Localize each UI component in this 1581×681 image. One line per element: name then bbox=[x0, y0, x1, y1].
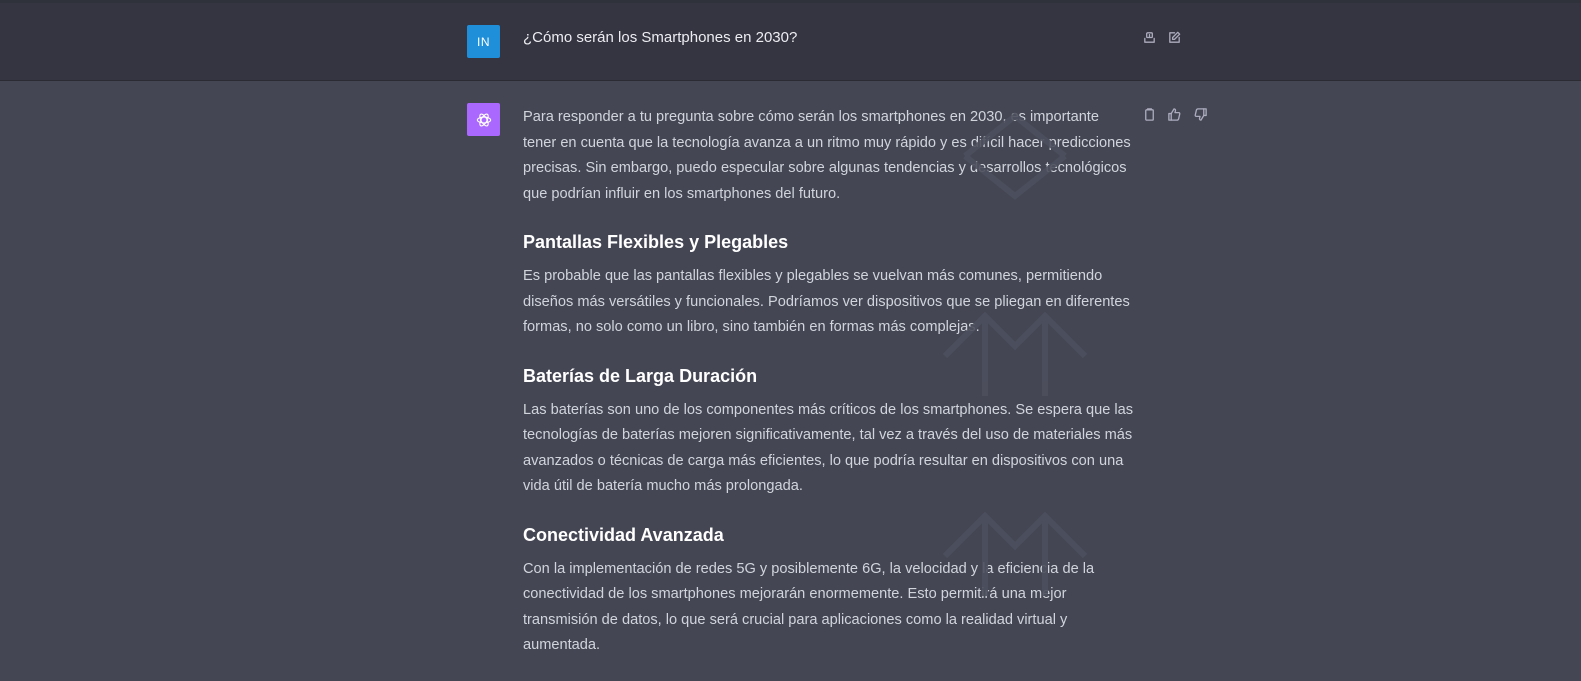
openai-logo-icon bbox=[474, 110, 494, 130]
section-paragraph: Con la implementación de redes 5G y posiblemente 6G, la velocidad y la eficiencia de la conectividad de los smartphones mejorarán enormemente. Esto permitirá una mejor transmisión de datos, lo que será crucial para aplicaciones como la realidad virtual y aumentada. bbox=[523, 560, 1095, 653]
user-avatar: IN bbox=[467, 25, 500, 58]
user-message-text: ¿Cómo serán los Smartphones en 2030? bbox=[523, 29, 798, 46]
section-paragraph: Es probable que las pantallas flexibles y plegables se vuelvan más comunes, permitiendo diseños más versátiles y funcionales. Podríamos ver dispositivos que se pliegan en diferentes formas, no solo como un libro, sino también en formas más complejas. bbox=[523, 268, 1130, 335]
section-paragraph: Las baterías son uno de los componentes más críticos de los smartphones. Se espera que las tecnologías de baterías mejoren significativamente, tal vez a través del uso de materiales más avanzados o técnicas de carga más eficientes, lo que podría resultar en dispositivos con una vida útil de batería mucho más prolongada. bbox=[523, 401, 1134, 494]
edit-icon[interactable] bbox=[1166, 29, 1182, 45]
section-heading: Baterías de Larga Duración bbox=[523, 365, 758, 386]
section-heading: Conectividad Avanzada bbox=[523, 524, 724, 545]
thumbs-down-icon[interactable] bbox=[1192, 106, 1208, 122]
save-icon[interactable] bbox=[1141, 29, 1157, 45]
copy-icon[interactable] bbox=[1141, 106, 1157, 122]
assistant-avatar bbox=[467, 103, 500, 136]
assistant-message-content bbox=[523, 105, 1135, 659]
intro-paragraph: Para responder a tu pregunta sobre cómo serán los smartphones en 2030, es importante tener en cuenta que la tecnología avanza a un ritmo muy rápido y es difícil hacer predicciones precisas. Sin embargo, puedo especular sobre algunas tendencias y desarrollos tecnológicos que podrían influir en los smartphones del futuro. bbox=[523, 109, 1131, 202]
assistant-message-row bbox=[0, 81, 1581, 681]
section-heading: Pantallas Flexibles y Plegables bbox=[523, 232, 789, 252]
user-message-row bbox=[0, 3, 1581, 81]
thumbs-up-icon[interactable] bbox=[1166, 106, 1182, 122]
